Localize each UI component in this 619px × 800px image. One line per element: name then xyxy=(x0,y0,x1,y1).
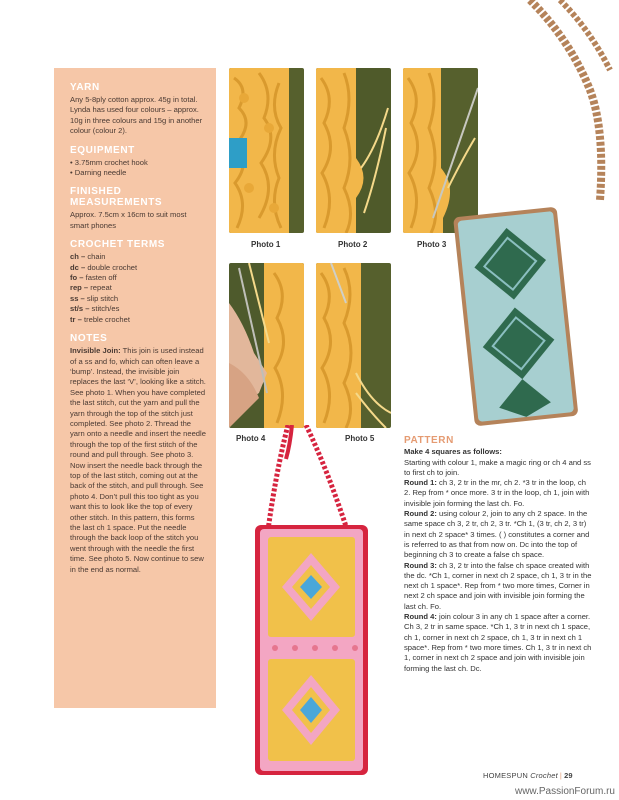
term-def: double crochet xyxy=(87,262,138,272)
pattern-intro-title xyxy=(404,447,592,457)
term-item xyxy=(70,263,206,273)
term-def: chain xyxy=(87,252,106,262)
yarn-heading: YARN xyxy=(70,82,100,93)
notes-body: This join is used instead of a ss and fo, which can often leave a ‘bump’. Instead, the invisible join replaces the last ‘V’, looking like a stitch. See photo 1. When you have completed the last stitch, cut the yarn and pull the yarn through the top of the stitch just completed. See photo 2. Thread the yarn onto a needle and insert the needle through the top of the first stitch of the round and pull through. See photo 3. Now insert the needle back through the top of the last stitch, coming out at the back of the stitch, and pull through. See photo 4. Don’t pull this too tight as you want this to look like the top of every other stitch. In this pattern, this forms the last ch 1 space. Put the needle through the back loop of the stitch you went through with the needle the first time. See photo 5. Now continue to sew in the end as normal. xyxy=(70,346,206,574)
pattern-intro: Starting with colour 1, make a magic ring or ch 4 and ss to first ch to join. xyxy=(404,457,591,477)
term-def: stitch/es xyxy=(91,304,120,314)
equipment-heading: EQUIPMENT xyxy=(70,144,135,156)
photo-3-caption: Photo 3 xyxy=(417,240,447,249)
photo-2-image xyxy=(316,68,391,233)
notes-text xyxy=(70,346,206,575)
term-abbr: fo – xyxy=(70,273,84,283)
notes-heading: NOTES xyxy=(70,333,108,345)
intro-title-text: Make 4 squares as follows: xyxy=(404,447,502,457)
notes-lead: Invisible Join: xyxy=(70,346,121,356)
footer-separator: | xyxy=(559,771,563,780)
pink-phone-bag-image xyxy=(220,425,400,780)
term-abbr: dc – xyxy=(70,262,86,272)
equipment-item: • Darning needle xyxy=(70,168,206,178)
footer-section: Crochet xyxy=(530,771,558,780)
green-phone-bag-image xyxy=(440,0,619,440)
photo-4-image xyxy=(229,263,304,428)
round-text: join colour 3 in any ch 1 space after a corner. Ch 3, 2 tr in same space. *Ch 1, 3 tr in next ch 1 space, ch 1, corner in next ch 2 space, ch 1, 3 tr in next ch 1 space*. Rep from * two more times. Ch 1, 3 tr in next ch 1, corner in next ch 2 space and join with invisible join forming the last ch. Dc. xyxy=(404,612,592,673)
term-def: fasten off xyxy=(85,273,117,283)
photo-1-caption: Photo 1 xyxy=(251,240,281,249)
photo-1-image xyxy=(229,68,304,233)
pattern-round xyxy=(404,561,592,612)
round-text: ch 3, 2 tr in the mr, ch 2. *3 tr in the loop, ch 2. Rep from * once more. 3 tr in the loop, ch 1, join with invisible join forming the last ch. Fo. xyxy=(404,478,590,508)
photo-4-caption: Photo 4 xyxy=(236,434,266,443)
round-text: ch 3, 2 tr into the false ch space created with the dc. *Ch 1, corner in next ch 2 space, ch 1, 3 tr in the next ch 1 space*. Rep from * two more times, Corner in next 2 ch space and join with invisible join forming the last ch. Fo. xyxy=(404,560,592,611)
term-item xyxy=(70,294,206,304)
pattern-section xyxy=(404,436,592,674)
term-item xyxy=(70,273,206,283)
yarn-section xyxy=(70,82,206,137)
footer-brand: HOMESPUN xyxy=(483,771,528,780)
term-def: slip stitch xyxy=(86,293,119,303)
yarn-text: Any 5-8ply cotton approx. 45g in total. Lynda has used four colours – approx. 10g in three colours and 15g in another colour (colour 2). xyxy=(70,95,203,136)
finished-section xyxy=(70,186,206,231)
finished-heading: FINISHED MEASUREMENTS xyxy=(70,186,163,209)
round-label: Round 1: xyxy=(404,478,437,488)
pattern-round xyxy=(404,509,592,560)
equipment-list xyxy=(70,158,206,179)
pattern-round xyxy=(404,478,592,509)
term-item xyxy=(70,252,206,262)
terms-heading: CROCHET TERMS xyxy=(70,239,166,251)
photo-5-caption: Photo 5 xyxy=(345,434,375,443)
watermark: www.PassionForum.ru xyxy=(514,786,615,797)
notes-section xyxy=(70,333,206,575)
pattern-heading: PATTERN xyxy=(404,435,454,446)
term-item xyxy=(70,304,206,314)
term-item xyxy=(70,283,206,293)
photo-2-caption: Photo 2 xyxy=(338,240,368,249)
terms-section xyxy=(70,239,206,325)
term-item xyxy=(70,315,206,325)
pattern-round xyxy=(404,612,592,674)
materials-sidebar xyxy=(54,68,216,708)
page-number: 29 xyxy=(564,771,573,780)
finished-text: Approx. 7.5cm x 16cm to suit most smart phones xyxy=(70,210,187,230)
round-label: Round 3: xyxy=(404,560,437,570)
page-footer xyxy=(483,771,573,780)
round-text: using colour 2, join to any ch 2 space. In the same space ch 3, 2 tr, ch 2, 3 tr. *Ch 1, (3 tr, ch 2, 3 tr) in next ch 2 space* 3 times. ( ) constitutes a corner and is referred to as that from now on. Dc into the top of beginning ch 3 to create a false ch space. xyxy=(404,509,590,560)
term-abbr: tr – xyxy=(70,314,82,324)
term-abbr: ch – xyxy=(70,252,86,262)
term-def: repeat xyxy=(90,283,112,293)
term-abbr: ss – xyxy=(70,293,85,303)
term-abbr: st/s – xyxy=(70,304,90,314)
equipment-item: • 3.75mm crochet hook xyxy=(70,158,206,168)
round-label: Round 4: xyxy=(404,612,437,622)
round-label: Round 2: xyxy=(404,509,437,519)
photo-5-image xyxy=(316,263,391,428)
equipment-section xyxy=(70,145,206,179)
term-abbr: rep – xyxy=(70,283,89,293)
term-def: treble crochet xyxy=(83,314,130,324)
